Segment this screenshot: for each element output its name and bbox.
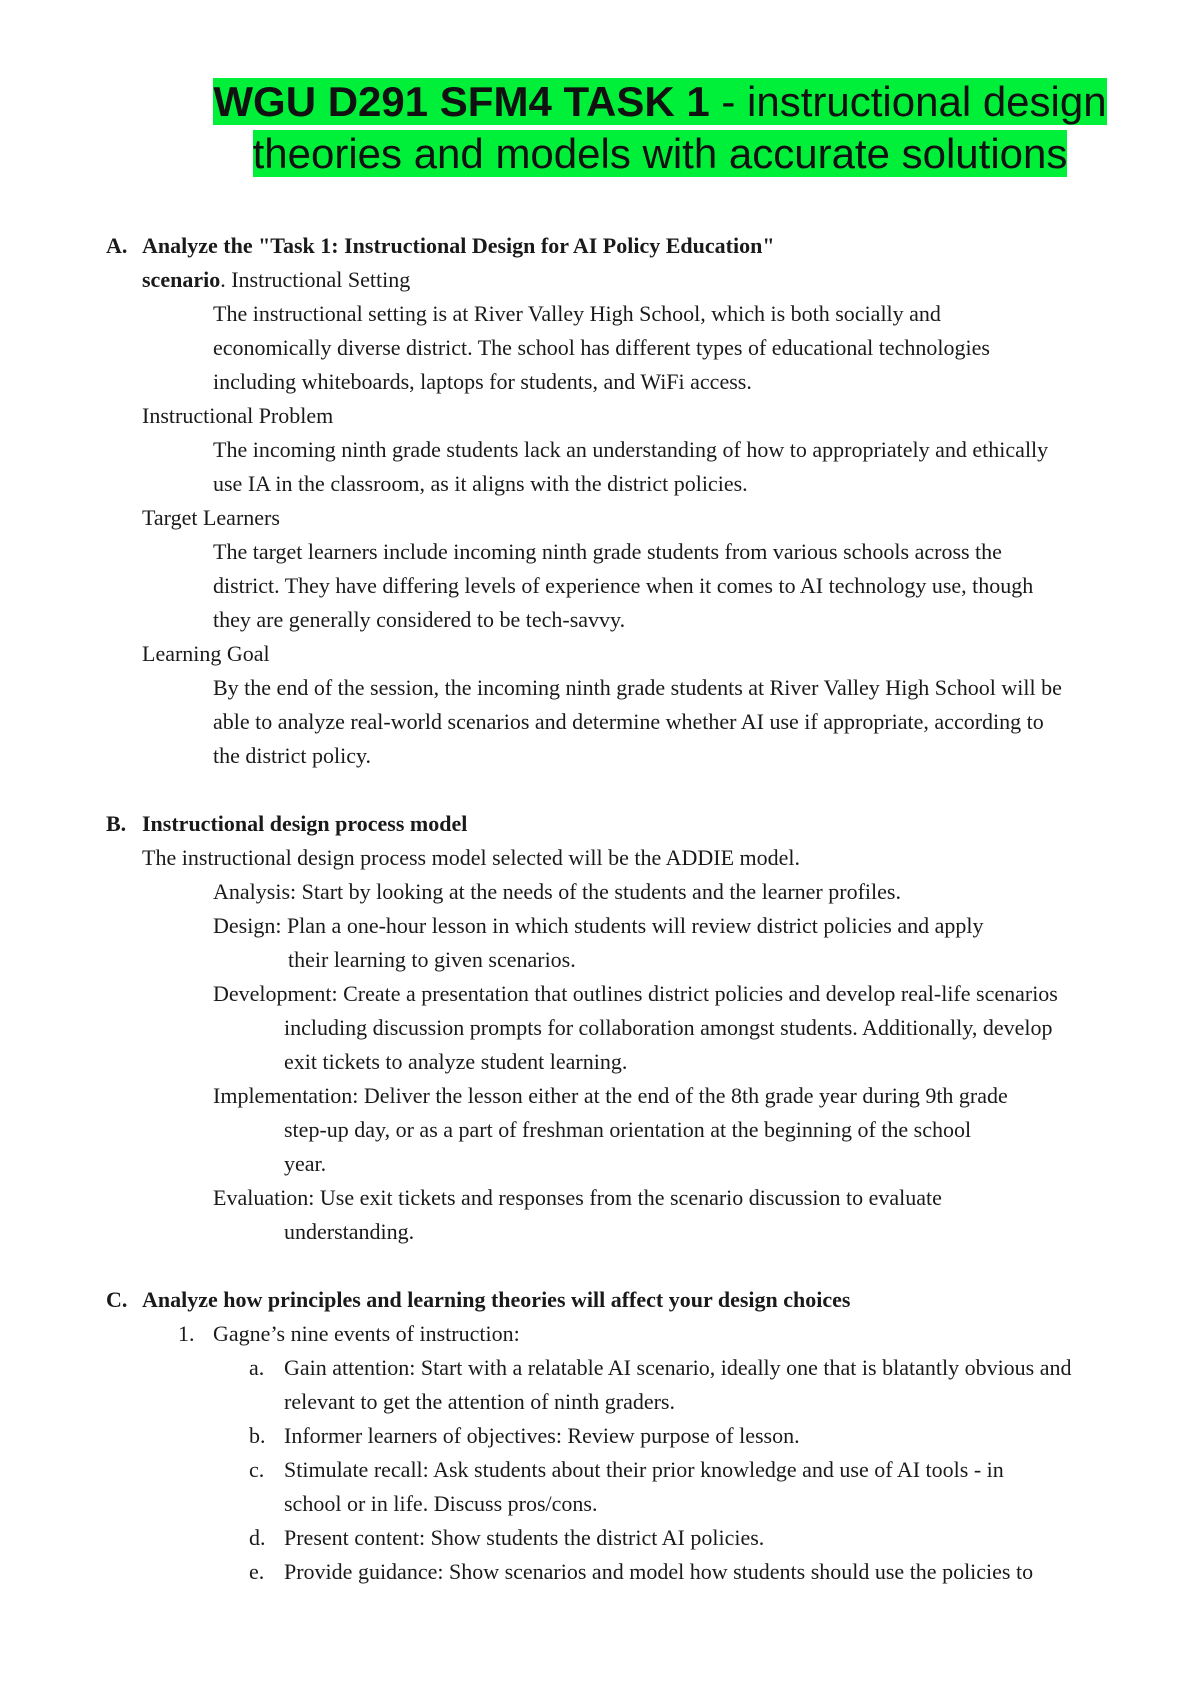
item-text: Gagne’s nine events of instruction: bbox=[213, 1321, 520, 1346]
document-body bbox=[106, 229, 1136, 1589]
list-marker: b. bbox=[249, 1423, 266, 1448]
setting-line: economically diverse district. The school has different types of educational technologies bbox=[213, 335, 990, 360]
list-item-line: Gain attention: Start with a relatable AI scenario, ideally one that is blatantly obvious and bbox=[284, 1355, 1072, 1380]
list-item-line: Present content: Show students the district AI policies. bbox=[284, 1525, 765, 1550]
goal-line: the district policy. bbox=[213, 743, 372, 768]
list-item bbox=[106, 1453, 1136, 1487]
addie-intro: The instructional design process model selected will be the ADDIE model. bbox=[142, 845, 801, 870]
section-c-heading bbox=[106, 1283, 1136, 1317]
title-rest-line-1: - instructional design bbox=[709, 78, 1107, 125]
setting-line: including whiteboards, laptops for students, and WiFi access. bbox=[213, 369, 752, 394]
learning-goal-label: Learning Goal bbox=[142, 641, 270, 666]
section-b-heading bbox=[106, 807, 1136, 841]
addie-evaluation-line: Evaluation: Use exit tickets and responses from the scenario discussion to evaluate bbox=[213, 1185, 942, 1210]
title-highlight-line-1 bbox=[213, 78, 1106, 125]
section-a-letter: A. bbox=[106, 233, 128, 258]
scenario-bold: scenario bbox=[142, 267, 221, 292]
addie-evaluation-line: understanding. bbox=[284, 1219, 415, 1244]
list-item-continuation: school or in life. Discuss pros/cons. bbox=[284, 1491, 598, 1516]
spacer bbox=[106, 773, 1136, 807]
list-marker: a. bbox=[249, 1355, 265, 1380]
section-c-letter: C. bbox=[106, 1287, 128, 1312]
target-learners-label: Target Learners bbox=[142, 505, 280, 530]
list-item bbox=[106, 1555, 1136, 1589]
list-marker: c. bbox=[249, 1457, 265, 1482]
learners-line: district. They have differing levels of experience when it comes to AI technology use, though bbox=[213, 573, 1034, 598]
section-b-heading-text: Instructional design process model bbox=[142, 811, 468, 836]
problem-line: The incoming ninth grade students lack an understanding of how to appropriately and ethically bbox=[213, 437, 1049, 462]
list-marker: d. bbox=[249, 1525, 266, 1550]
addie-implementation-line: step-up day, or as a part of freshman orientation at the beginning of the school bbox=[284, 1117, 972, 1142]
list-marker: e. bbox=[249, 1559, 265, 1584]
problem-line: use IA in the classroom, as it aligns with the district policies. bbox=[213, 471, 748, 496]
section-c-heading-text: Analyze how principles and learning theories will affect your design choices bbox=[142, 1287, 851, 1312]
addie-development-line: exit tickets to analyze student learning. bbox=[284, 1049, 628, 1074]
setting-line: The instructional setting is at River Valley High School, which is both socially and bbox=[213, 301, 941, 326]
list-item-continuation: relevant to get the attention of ninth graders. bbox=[284, 1389, 675, 1414]
list-item bbox=[106, 1419, 1136, 1453]
addie-analysis: Analysis: Start by looking at the needs of the students and the learner profiles. bbox=[213, 879, 901, 904]
title-line-2: theories and models with accurate solutions bbox=[252, 130, 1068, 177]
section-a-heading bbox=[106, 229, 1136, 263]
addie-implementation-line: Implementation: Deliver the lesson either at the end of the 8th grade year during 9th grade bbox=[213, 1083, 1008, 1108]
addie-development-line: including discussion prompts for collaboration amongst students. Additionally, develop bbox=[284, 1015, 1053, 1040]
section-a-heading-line-1: Analyze the "Task 1: Instructional Design for AI Policy Education" bbox=[142, 233, 775, 258]
numbered-item bbox=[106, 1317, 1136, 1351]
goal-line: able to analyze real-world scenarios and determine whether AI use if appropriate, according to bbox=[213, 709, 1044, 734]
learners-line: The target learners include incoming ninth grade students from various schools across the bbox=[213, 539, 1002, 564]
list-item bbox=[106, 1351, 1136, 1385]
document-title bbox=[150, 76, 1170, 180]
addie-design-line: their learning to given scenarios. bbox=[288, 947, 576, 972]
section-b-letter: B. bbox=[106, 811, 127, 836]
addie-development-line: Development: Create a presentation that outlines district policies and develop real-life scenarios bbox=[213, 981, 1058, 1006]
item-number: 1. bbox=[178, 1321, 195, 1346]
goal-line: By the end of the session, the incoming ninth grade students at River Valley High School will be bbox=[213, 675, 1062, 700]
instructional-problem-label: Instructional Problem bbox=[142, 403, 334, 428]
title-bold-part: WGU D291 SFM4 TASK 1 bbox=[213, 78, 710, 125]
learners-line: they are generally considered to be tech-savvy. bbox=[213, 607, 626, 632]
spacer bbox=[106, 1249, 1136, 1283]
section-a-heading-line-2 bbox=[106, 263, 1136, 297]
list-item-line: Stimulate recall: Ask students about their prior knowledge and use of AI tools - in bbox=[284, 1457, 1004, 1482]
instructional-setting-label: . Instructional Setting bbox=[220, 267, 411, 292]
addie-design-line: Design: Plan a one-hour lesson in which students will review district policies and apply bbox=[213, 913, 984, 938]
addie-implementation-line: year. bbox=[284, 1151, 327, 1176]
list-item-line: Informer learners of objectives: Review purpose of lesson. bbox=[284, 1423, 800, 1448]
list-item-line: Provide guidance: Show scenarios and model how students should use the policies to bbox=[284, 1559, 1034, 1584]
list-item bbox=[106, 1521, 1136, 1555]
